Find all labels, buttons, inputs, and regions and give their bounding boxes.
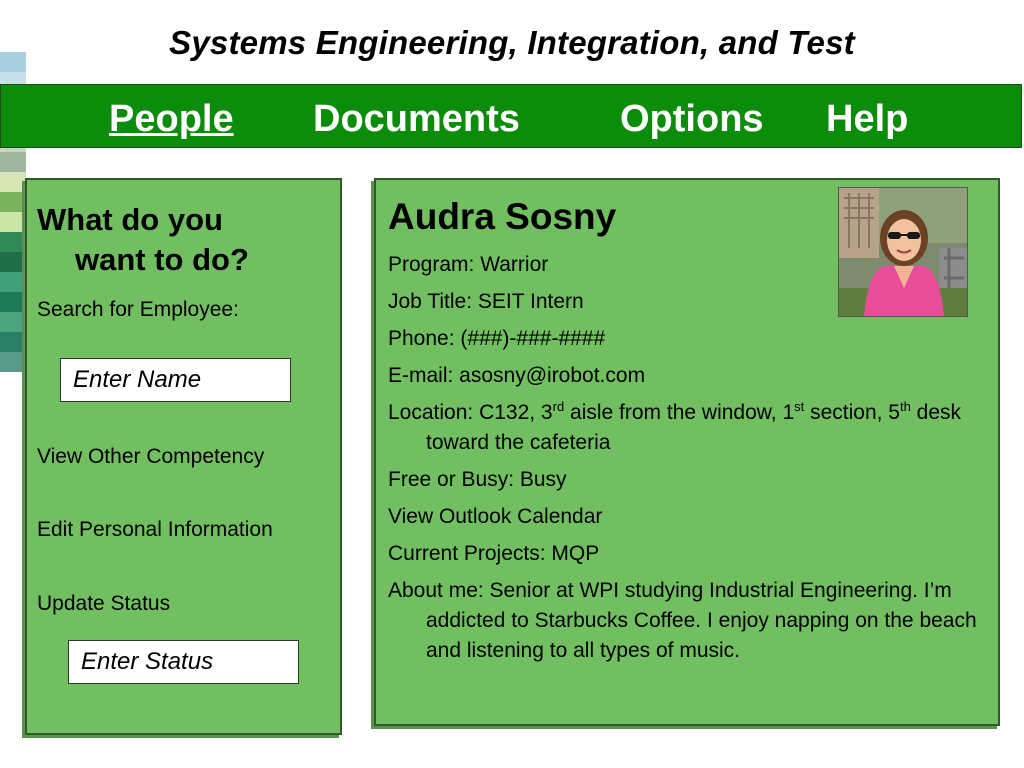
location-text: desk toward the cafeteria [426,401,962,454]
about-me-field: About me: Senior at WPI studying Industrial Engineering. I’m addicted to Starbucks Coffee. I enjoy napping on the beach and listening to all types of music. [388,579,977,662]
location-field [388,398,978,458]
view-competency-link[interactable]: View Other Competency [37,445,265,468]
actions-heading [37,200,249,281]
nav-help[interactable]: Help [826,98,909,140]
nav-documents[interactable]: Documents [313,98,520,140]
job-title-field: Job Title: SEIT Intern [388,290,584,313]
location-text: section, 5 [804,401,900,424]
profile-name: Audra Sosny [388,196,617,237]
profile-panel [374,178,1000,726]
strip-block [0,232,26,252]
strip-block [0,172,26,192]
program-field: Program: Warrior [388,253,549,276]
location-superscript: rd [552,399,565,414]
page-title: Systems Engineering, Integration, and Test [169,24,855,61]
strip-block [0,312,26,332]
strip-block [0,212,26,232]
edit-personal-info-link[interactable]: Edit Personal Information [37,518,273,541]
strip-block [0,352,26,372]
location-text: Location: C132, 3 [388,401,553,424]
nav-people[interactable]: People [109,98,234,140]
strip-block [0,272,26,292]
strip-block [0,192,26,212]
current-projects-field: Current Projects: MQP [388,542,600,565]
profile-details [388,250,978,673]
employee-name-input[interactable] [60,358,291,402]
phone-field: Phone: (###)-###-#### [388,327,606,350]
strip-block [0,252,26,272]
outlook-calendar-link[interactable]: View Outlook Calendar [388,505,603,528]
update-status-link[interactable]: Update Status [37,592,171,615]
email-field: E-mail: asosny@irobot.com [388,364,646,387]
strip-block [0,332,26,352]
search-employee-label: Search for Employee: [37,298,239,321]
heading-line: want to do? [75,242,249,278]
strip-block [0,152,26,172]
nav-options[interactable]: Options [620,98,764,140]
location-superscript: st [794,399,805,414]
status-input[interactable] [68,640,299,684]
nav-bar [0,84,1022,148]
free-busy-field: Free or Busy: Busy [388,468,567,491]
heading-line: What do you [37,202,223,237]
location-text: aisle from the window, 1 [564,401,795,424]
actions-panel [25,178,342,735]
strip-block [0,292,26,312]
location-superscript: th [900,399,911,414]
